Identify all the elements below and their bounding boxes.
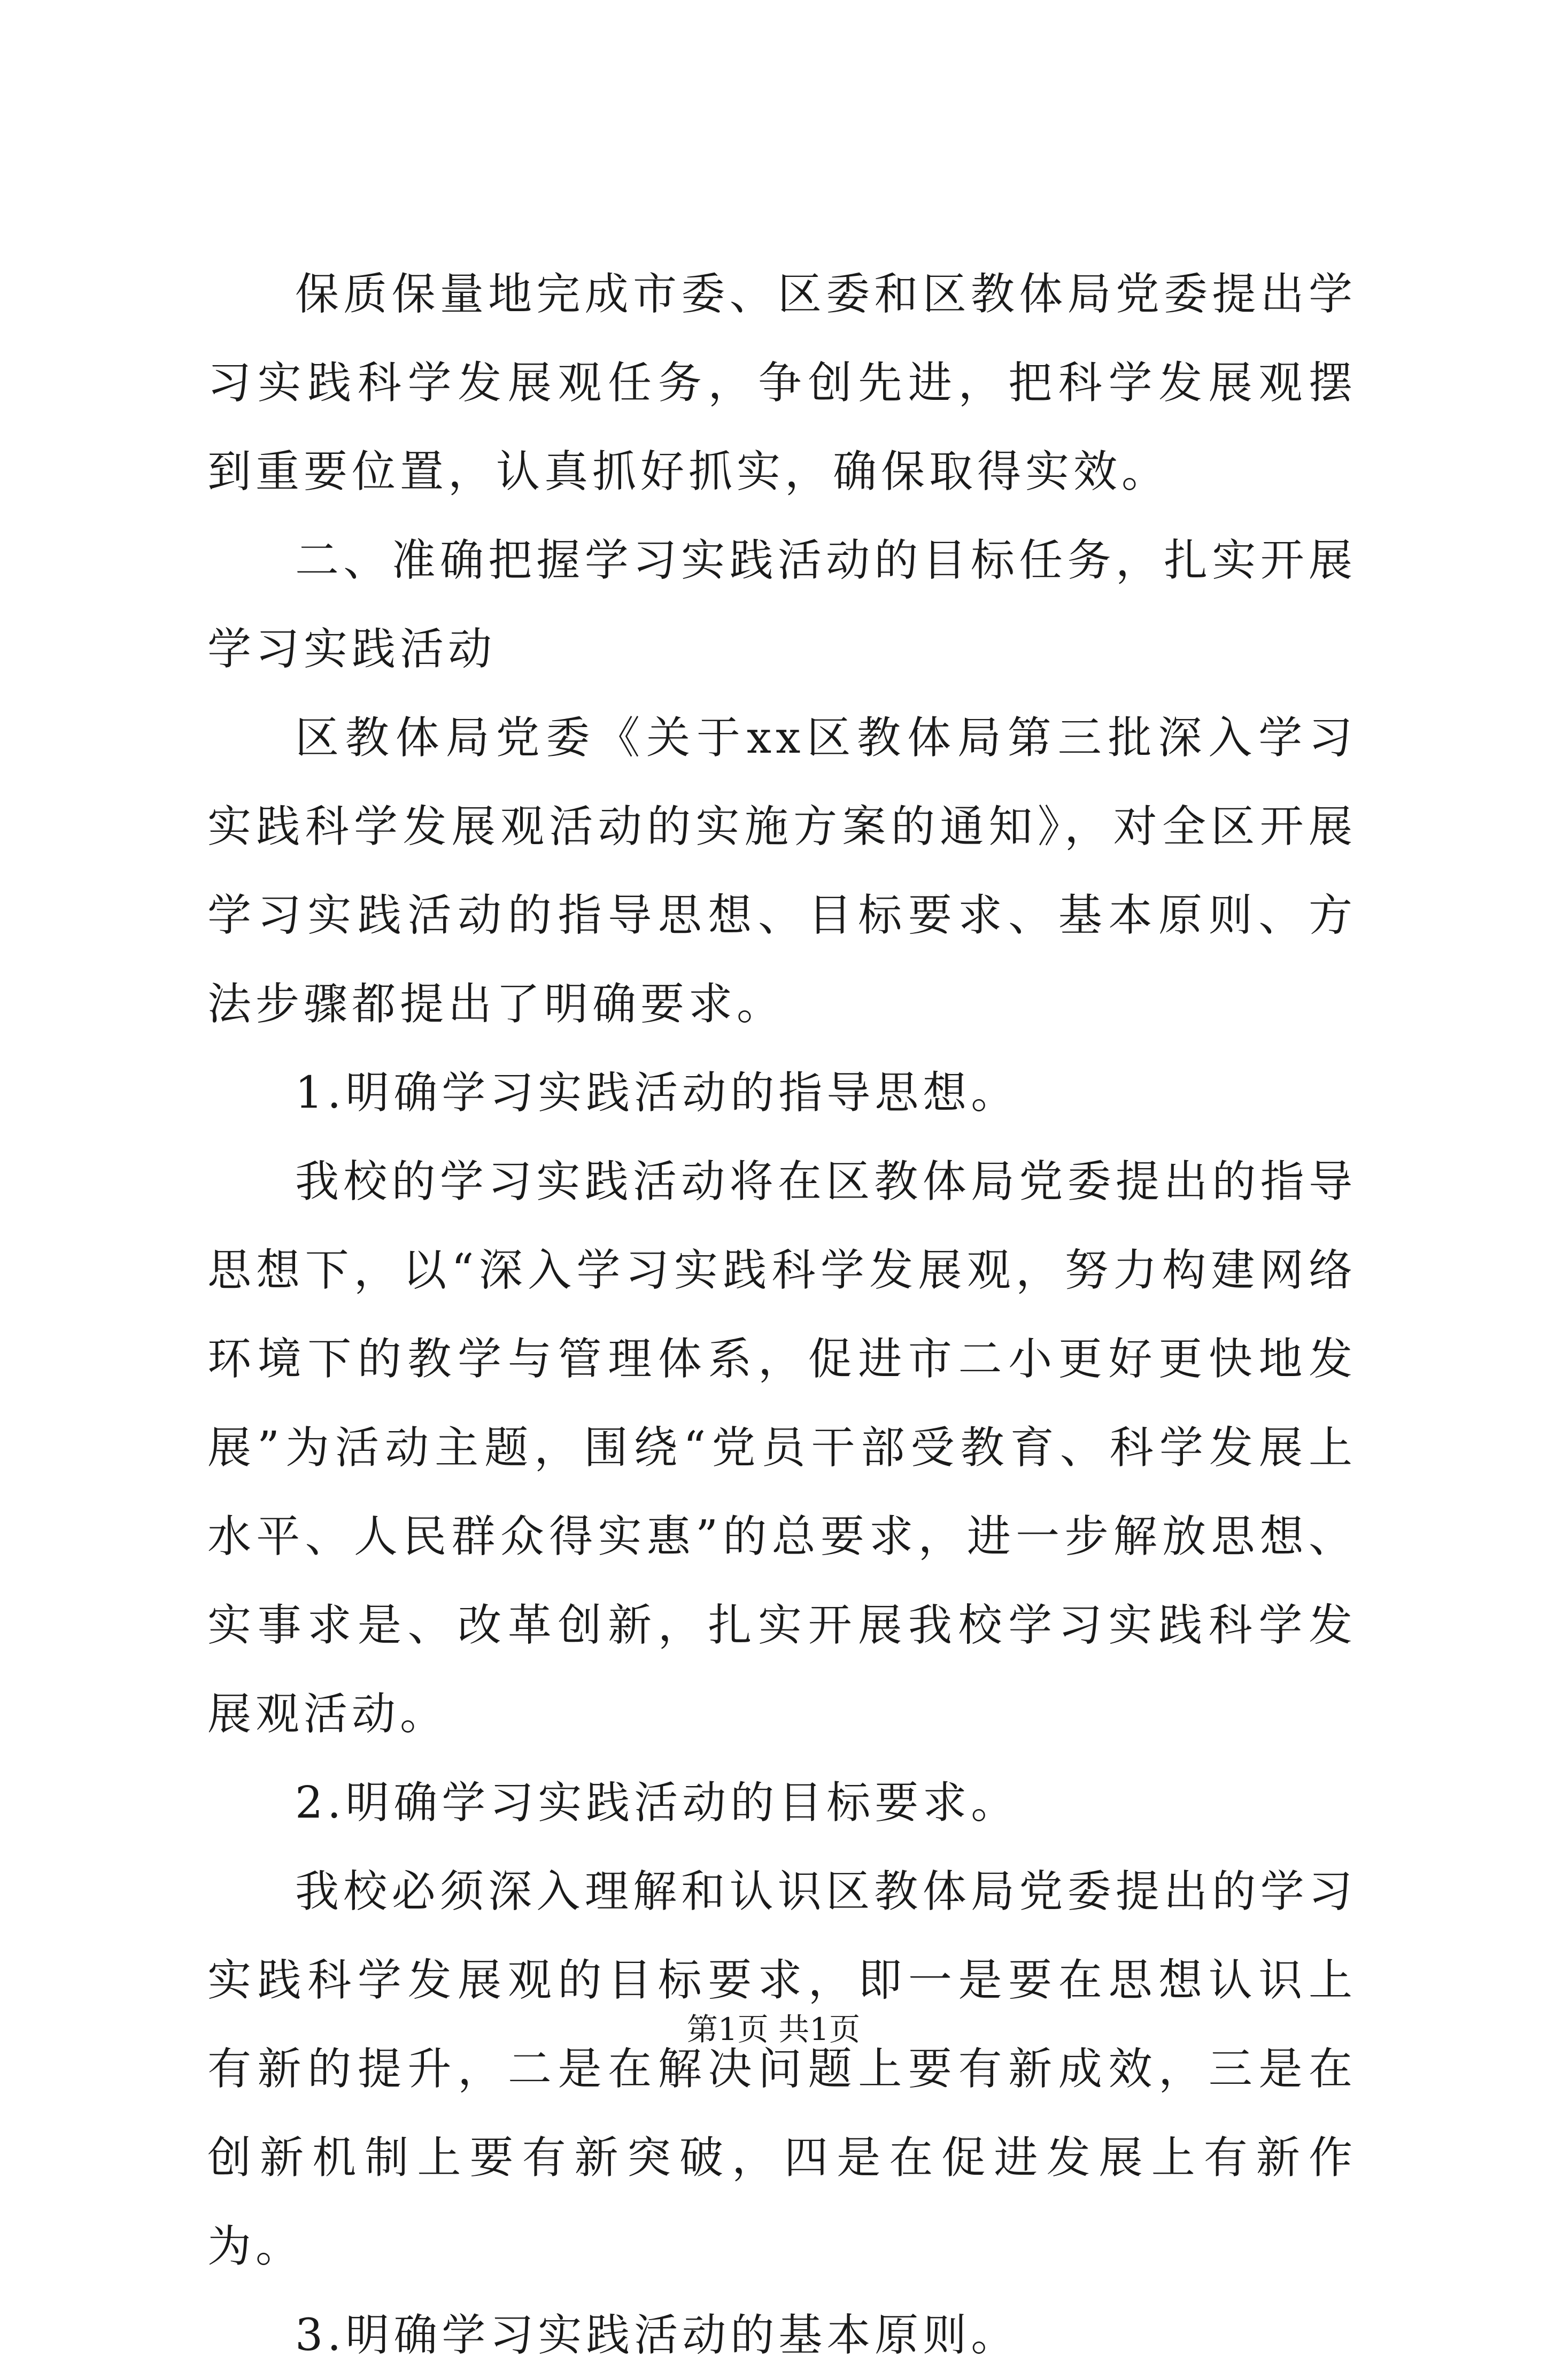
document-body bbox=[207, 250, 1357, 2380]
paragraph-continuation: 保质保量地完成市委、区委和区教体局党委提出学习实践科学发展观任务，争创先进，把科学发展观摆到重要位置，认真抓好抓实，确保取得实效。 bbox=[207, 269, 1357, 497]
page-footer: 第1页 共1页 bbox=[686, 2011, 861, 2047]
section-heading-2: 二、准确把握学习实践活动的目标任务，扎实开展学习实践活动 bbox=[207, 535, 1357, 675]
item-heading-1: 1.明确学习实践活动的指导思想。 bbox=[295, 1068, 1019, 1118]
paragraph-guiding-thought: 我校的学习实践活动将在区教体局党委提出的指导思想下，以“深入学习实践科学发展观，努力构建网络环境下的教学与管理体系，促进市二小更好更快地发展”为活动主题，围绕“党员干部受教育、科学发展上水平、人民群众得实惠”的总要求，进一步解放思想、实事求是、改革创新，扎实开展我校学习实践科学发展观活动。 bbox=[207, 1156, 1357, 1740]
item-heading-2: 2.明确学习实践活动的目标要求。 bbox=[295, 1778, 1019, 1828]
paragraph-notice: 区教体局党委《关于xx区教体局第三批深入学习实践科学发展观活动的实施方案的通知》，对全区开展学习实践活动的指导思想、目标要求、基本原则、方法步骤都提出了明确要求。 bbox=[207, 713, 1357, 1030]
item-heading-3: 3.明确学习实践活动的基本原则。 bbox=[295, 2310, 1019, 2361]
paragraph-objectives: 我校必须深入理解和认识区教体局党委提出的学习实践科学发展观的目标要求，即一是要在思想认识上有新的提升，二是在解决问题上要有新成效，三是在创新机制上要有新突破，四是在促进发展上有新作为。 bbox=[207, 1866, 1357, 2272]
